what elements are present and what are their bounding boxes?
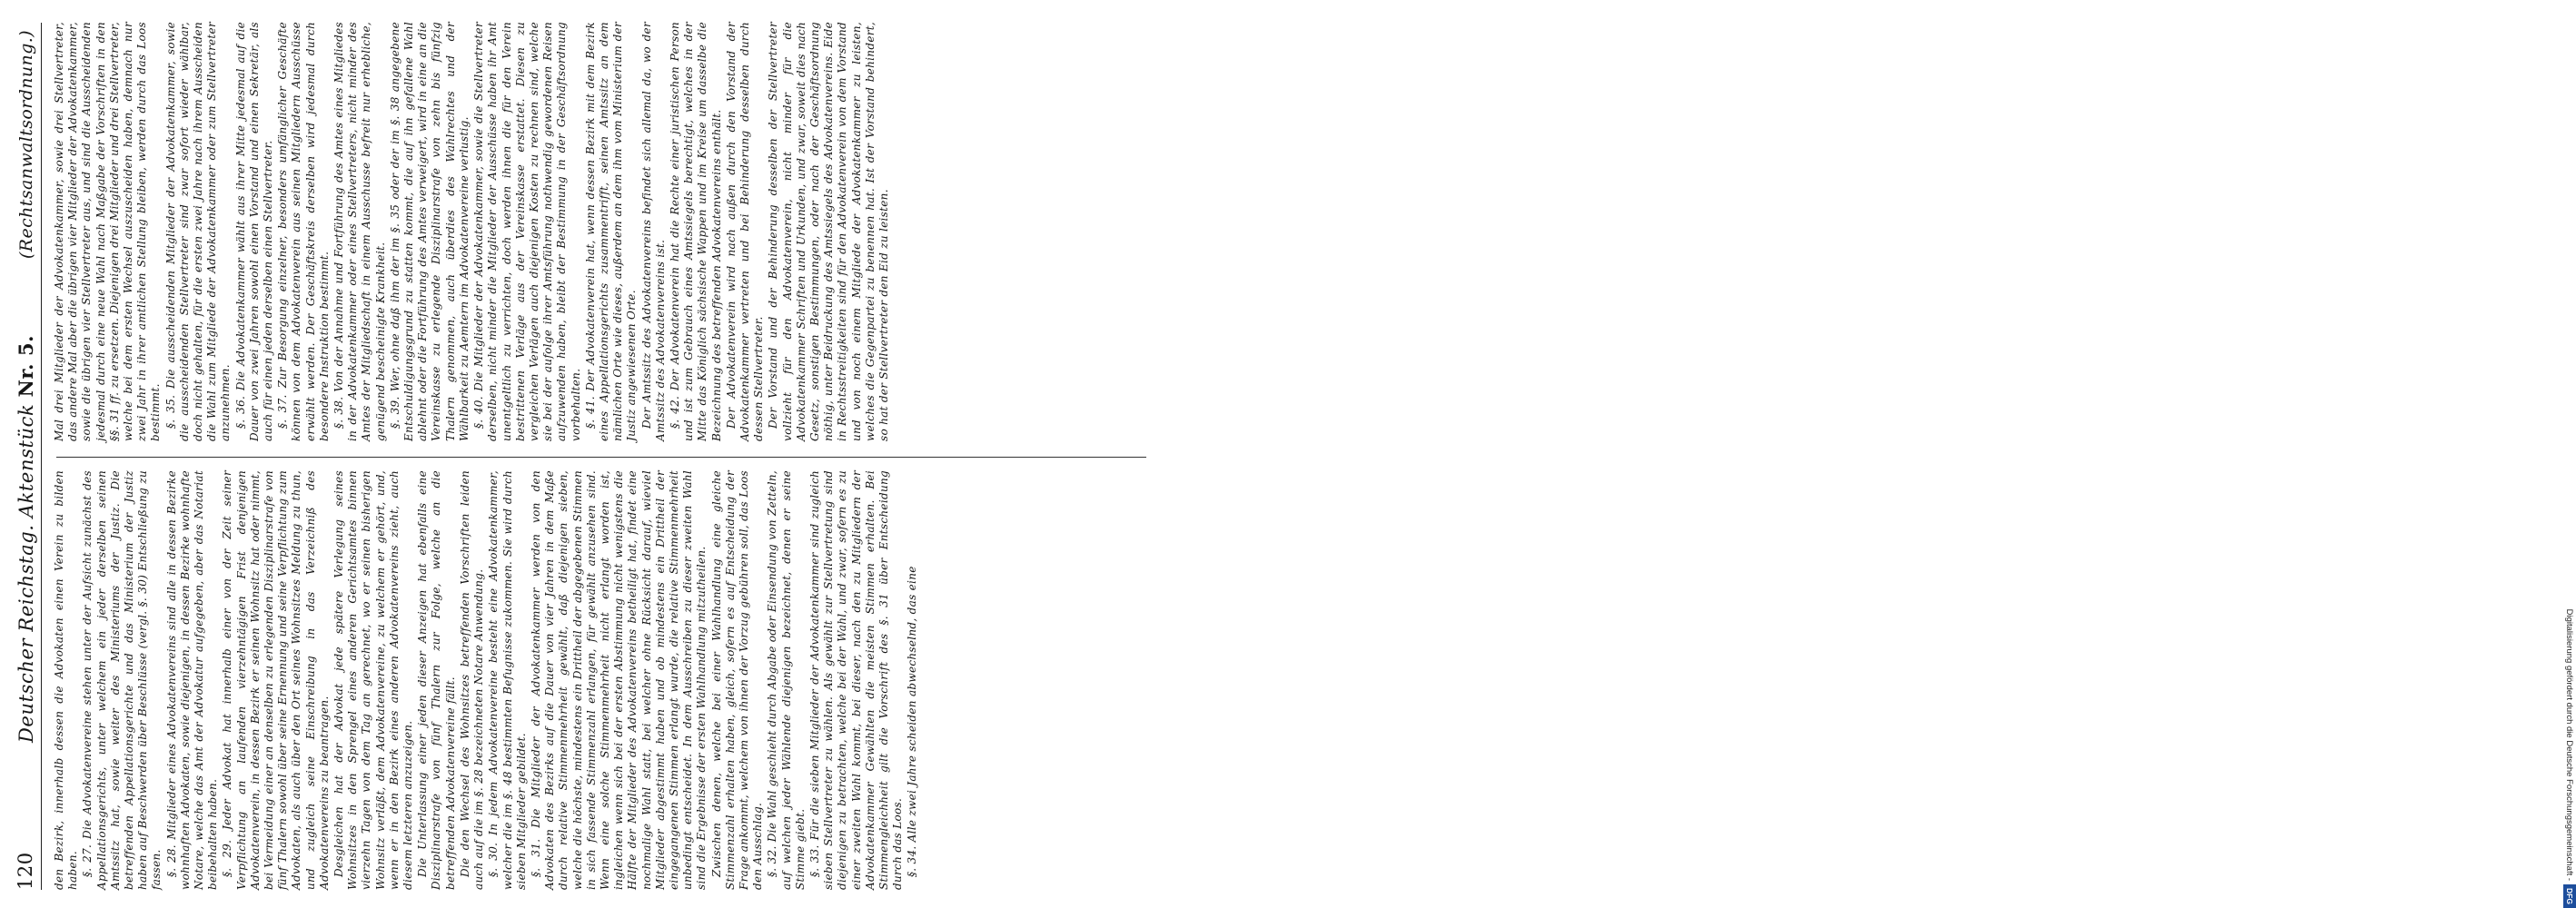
paragraph: §. 38. Von der Annahme und Fortführung des Amtes eines Mitgliedes in der Advokatenkammer oder eines Stellvertreters, nicht minder des Amtes der Mitgliedschaft in einem Ausschusse befreit nur erhebliche, genügend bescheinigte Krankheit.	[332, 22, 387, 441]
running-title-text: Deutscher Reichstag. Aktenstück	[15, 403, 37, 743]
paragraph: §. 30. In jedem Advokatenvereine besteht eine Advokatenkammer, welcher die im §. 48 bestimmten Befugnisse zukommen. Sie wird durch sieben Mitglieder gebildet.	[487, 470, 528, 890]
paragraph: Desgleichen hat der Advokat jede spätere Verlegung seines Wohnsitzes in den Sprengel eines anderen Gerichtsamtes binnen vierzehn Tagen von dem Tag an gerechnet, wo er seinen bisherigen Wohnsitz verläßt, dem Advokatenvereine, zu welchem er gehört, und, wenn er in den Bezirk eines anderen Advokatenvereins zieht, auch diesem letzteren anzuzeigen.	[332, 470, 415, 890]
right-text-column	[53, 22, 1164, 441]
paragraph: Der Amtssitz des Advokatenvereins befindet sich allemal da, wo der Amtssitz des Advokatenvereins ist.	[639, 22, 667, 441]
left-text-column	[53, 470, 1164, 890]
paragraph: §. 42. Der Advokatenverein hat die Rechte einer juristischen Person und ist zum Gebrauch eines Amtssiegels berechtigt, welches in der Mitte das Königlich sächsische Wappen und im Kreise um dasselbe die Bezeichnung des betreffenden Advokatenvereins enthält.	[668, 22, 723, 441]
digitization-sidebar	[1286, 0, 2574, 908]
digitization-note: Digitalisierung gefördert durch die Deutsche Forschungsgemeinschaft -	[2564, 608, 2574, 882]
paragraph: Zwischen denen, welche bei einer Wahlhandlung eine gleiche Stimmenzahl erhalten haben, gleich, sofern es auf Entscheidung der Frage ankommt, welchem von ihnen der Vorzug gebühren soll, das Loos den Ausschlag.	[709, 470, 765, 890]
paragraph: §. 29. Jeder Advokat hat innerhalb einer von der Zeit seiner Verpflichtung an laufenden vierzehntägigen Frist denjenigen Advokatenverein, in dessen Bezirk er seinen Wohnsitz hat oder nimmt, bei Vermeidung einer an denselben zu erlegenden Disziplinarstrafe von fünf Thalern sowohl über seine Ernennung und seine Verpflichtung zum Advokaten, als auch über den Ort seines Wohnsitzes Meldung zu thun, und zugleich seine Einschreibung in das Verzeichniß des Advokatenvereins zu beantragen.	[221, 470, 331, 890]
page-header	[11, 23, 47, 890]
paragraph: §. 40. Die Mitglieder der Advokatenkammer, sowie die Stellvertreter derselben, nicht minder die Mitglieder der Ausschüsse haben ihr Amt unentgeltlich zu verrichten, doch werden ihnen die für den Verein bestrittenen Verläge aus der Vereinskasse erstattet. Diesen zu vergleichen Verlägen auch diejenigen Kosten zu rechnen sind, welche sie bei der aufolge ihrer Amtsführung nothwendig gewordenen Reisen aufzuwenden haben, bleibt der Bestimmung in der Geschäftsordnung vorbehalten.	[472, 22, 582, 441]
paragraph: Die den Wechsel des Wohnsitzes betreffenden Vorschriften leiden auch auf die im §. 28 bezeichneten Notare Anwendung.	[458, 470, 486, 890]
paragraph: §. 39. Wer, ohne daß ihm der im §. 35 oder der im §. 38 angegebene Entschuldigungsgrund zu statten kommt, die auf ihn gefallene Wahl ablehnt oder die Fortführung des Amtes verweigert, wird in eine an die Vereinskasse zu erlegende Disziplinarstrafe von zehn bis fünfzig Thalern genommen, auch überdies des Wahlrechtes und der Wählbarkeit zu Aemtern im Advokatenvereine verlustig.	[388, 22, 471, 441]
paragraph: §. 33. Für die sieben Mitglieder der Advokatenkammer sind zugleich sieben Stellvertreter zu wählen. Als gewählt zur Stellvertretung sind diejenigen zu betrachten, welche bei der Wahl, und zwar, sofern es zu einer zweiten Wahl kommt, bei dieser, nach den zu Mitgliedern der Advokatenkammer Gewählten die meisten Stimmen erhalten. Bei Stimmengleichheit gilt die Vorschrift des §. 31 über Entscheidung durch das Loos.	[807, 470, 905, 890]
paragraph: §. 28. Mitglieder eines Advokatenvereins sind alle in dessen Bezirke wohnhaften Advokaten, sowie diejenigen, in dessen Bezirke wohnhafte Notare, welche das Amt der Advokatur aufgegeben, aber das Notariat beibehalten haben.	[164, 470, 220, 890]
paragraph: Der Vorstand und der Behinderung desselben der Stellvertreter vollzieht für den Advokatenverein, nicht minder für die Advokatenkammer Schriften und Urkunden, und zwar, soweit dies nach Gesetz, sonstigen Bestimmungen, oder nach der Geschäftsordnung nöthig, unter Beidruckung des Amtssiegels des Advokatenvereins. Eide in Rechtsstreitigkeiten sind für den Advokatenverein von dem Vorstand und von noch einem Mitgliede der Advokatenkammer zu leisten, welches die Gegenpartei zu benennen hat. Ist der Vorstand behindert, so hat der Stellvertreter den Eid zu leisten.	[767, 22, 890, 441]
paragraph: Der Advokatenverein wird nach außen durch den Vorstand der Advokatenkammer vertreten und bei Behinderung desselben durch dessen Stellvertreter.	[724, 22, 766, 441]
header-rule	[41, 23, 42, 890]
dfg-logo: DFG	[2563, 884, 2576, 908]
paragraph: §. 36. Die Advokatenkammer wählt aus ihrer Mitte jedesmal auf die Dauer von zwei Jahren sowohl einen Vorstand und einen Sekretär, als auch für einen jeden derselben einen Stellvertreter.	[233, 22, 275, 441]
column-divider	[56, 457, 1146, 458]
paragraph: §. 41. Der Advokatenverein hat, wenn dessen Bezirk mit dem Bezirk eines Appellationsgerichts zusammentrifft, seinen Amtssitz an dem nämlichen Orte wie dieses, außerdem an dem ihm vom Ministerium der Justiz angewiesenen Orte.	[583, 22, 639, 441]
paragraph: §. 31. Die Mitglieder der Advokatenkammer werden von den Advokaten des Bezirks auf die Dauer von vier Jahren in dem Maße durch relative Stimmenmehrheit gewählt, daß diejenigen sieben, welche die höchste, mindestens ein Drittheil der abgegebenen Stimmen in sich fassende Stimmenzahl erlangen, für gewählt anzusehen sind. Wenn eine solche Stimmenmehrheit nicht erlangt worden ist, ingleichen wenn sich bei der ersten Abstimmung nicht wenigstens die Hälfte der Mitglieder des Advokatenvereins betheiligt hat, findet eine nochmalige Wahl statt, bei welcher ohne Rücksicht darauf, wieviel Mitglieder abgestimmt haben und ob mindestens ein Drittheil der eingegangenen Stimmen erlangt wurde, die relative Stimmenmehrheit unbedingt entscheidet. In dem Ausschreiben zu dieser zweiten Wahl sind die Ergebnisse der ersten Wahlhandlung mitzutheilen.	[529, 470, 708, 890]
paragraph: Mal drei Mitglieder der Advokatenkammer, sowie drei Stellvertreter, das andere Mal aber die übrigen vier Mitglieder der Advokatenkammer, sowie die übrigen vier Stellvertreter aus, und sind die Ausscheidenden jedesmal durch eine neue Wahl nach Maßgabe der Vorschriften in den §§. 31 ff. zu ersetzen. Diejenigen drei Mitglieder und drei Stellvertreter, welche bei dem ersten Wechsel auszuscheiden haben, demnach nur zwei Jahr in ihrer amtlichen Stellung bleiben, werden durch das Loos bestimmt.	[53, 22, 163, 441]
running-title	[15, 335, 37, 743]
paragraph: Die Unterlassung einer jeden dieser Anzeigen hat ebenfalls eine Disziplinarstrafe von fünf Thalern zur Folge, welche an die betreffenden Advokatenvereine fällt.	[416, 470, 457, 890]
paragraph: §. 34. Alle zwei Jahre scheiden abwechselnd, das eine	[906, 566, 919, 877]
paragraph: §. 37. Zur Besorgung einzelner, besonders umfänglicher Geschäfte können von dem Advokatenverein aus seinen Mitgliedern Ausschüsse erwählt werden. Der Geschäftskreis derselben wird jedesmal durch besondere Instruktion bestimmt.	[276, 22, 331, 441]
paragraph: §. 27. Die Advokatenvereine stehen unter der Aufsicht zunächst des Appellationsgerichts, unter welchem ein jeder derselben seinen Amtssitz hat, sowie weiter des Ministeriums der Justiz. Die betreffenden Appellationsgerichte und das Ministerium der Justiz haben auf Beschwerden über Beschlüsse (vergl. §. 30) Entschließung zu fassen.	[81, 470, 163, 890]
paragraph: §. 32. Die Wahl geschieht durch Abgabe oder Einsendung von Zetteln, auf welchen jeder Wählende diejenigen bezeichnet, denen er seine Stimme giebt.	[766, 470, 807, 890]
digitization-footer	[2561, 0, 2576, 908]
page-number: 120	[15, 852, 36, 890]
paragraph: §. 35. Die ausscheidenden Mitglieder der Advokatenkammer, sowie die ausscheidenden Stellvertreter sind zwar sofort wieder wählbar, doch nicht gehalten, für die ersten zwei Jahre nach ihrem Ausscheiden die Wahl zum Mitgliede der Advokatenkammer oder zum Stellvertreter anzunehmen.	[163, 22, 233, 441]
paragraph: den Bezirk, innerhalb dessen die Advokaten einen Verein zu bilden haben.	[53, 470, 80, 890]
running-title-right: (Rechtsanwaltsordnung.)	[16, 30, 36, 260]
document-number: Nr. 5.	[15, 334, 37, 398]
